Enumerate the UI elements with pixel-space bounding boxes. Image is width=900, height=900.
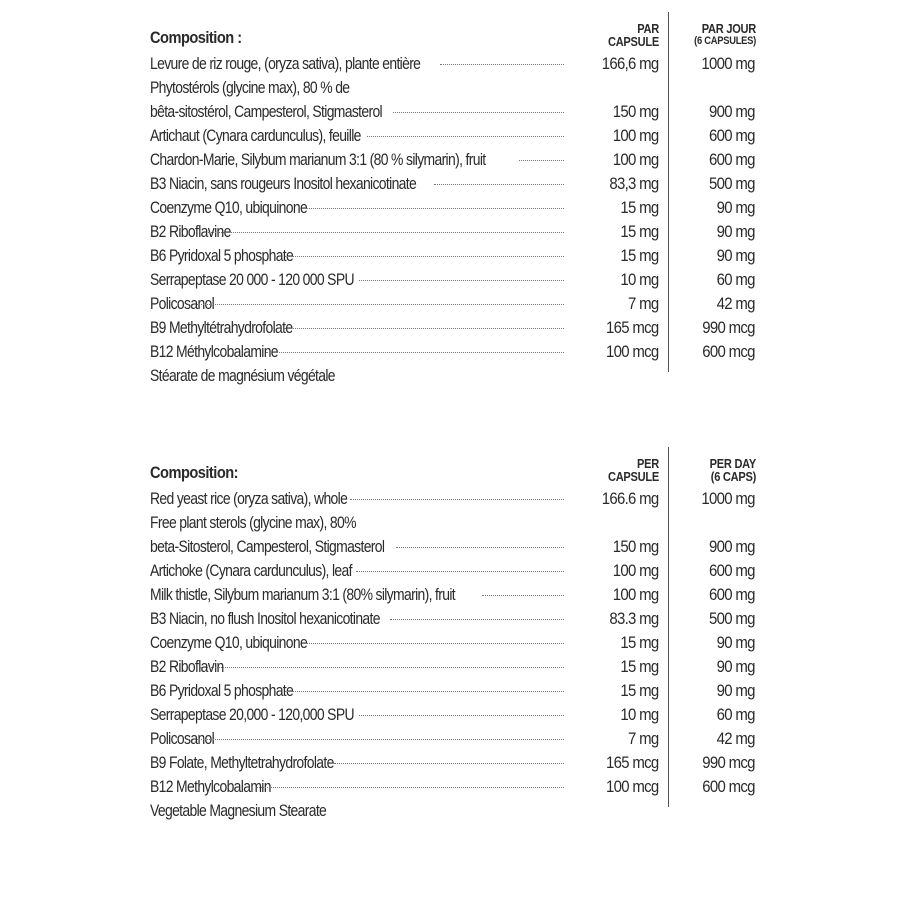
- dot-leader: [519, 160, 564, 161]
- ingredient-label: B9 Folate, Methyltetrahydrofolate: [150, 753, 334, 772]
- column-header-capsule-line2: CAPSULE: [607, 34, 659, 49]
- dot-leader: [482, 595, 564, 596]
- dot-leader: [390, 619, 564, 620]
- dot-leader: [208, 232, 564, 233]
- amount-per-capsule: 15 mg: [620, 633, 659, 652]
- ingredient-label: Policosanol: [150, 294, 215, 313]
- amount-per-capsule: 100 mg: [612, 561, 659, 580]
- ingredient-label: Coenzyme Q10, ubiquinone: [150, 633, 308, 652]
- amount-per-day: 90 mg: [716, 198, 755, 217]
- amount-per-capsule: 165 mcg: [606, 753, 659, 772]
- dot-leader: [356, 571, 564, 572]
- amount-per-capsule: 165 mcg: [606, 318, 659, 337]
- column-header-day-line2: (6 CAPS): [710, 469, 756, 484]
- amount-per-day: 500 mg: [709, 609, 755, 628]
- ingredient-label: Free plant sterols (glycine max), 80%: [150, 513, 356, 532]
- column-header-day-line1: PAR JOUR: [701, 21, 756, 36]
- amount-per-capsule: 150 mg: [612, 537, 659, 556]
- dot-leader: [257, 787, 564, 788]
- ingredient-label: Artichoke (Cynara cardunculus), leaf: [150, 561, 352, 580]
- ingredient-label: B3 Niacin, no flush Inositol hexanicotinate: [150, 609, 380, 628]
- amount-per-day: 990 mcg: [702, 318, 755, 337]
- amount-per-day: 900 mg: [709, 102, 755, 121]
- column-header-day-line2: (6 CAPSULES): [694, 35, 756, 47]
- ingredient-label: B9 Methyltétrahydrofolate: [150, 318, 293, 337]
- amount-per-capsule: 166,6 mg: [601, 54, 659, 73]
- ingredient-label: beta-Sitosterol, Campesterol, Stigmasterol: [150, 537, 385, 556]
- dot-leader: [393, 112, 564, 113]
- dot-leader: [350, 499, 564, 500]
- amount-per-day: 90 mg: [716, 246, 755, 265]
- ingredient-list: [150, 487, 760, 823]
- amount-per-capsule: 100 mcg: [606, 777, 659, 796]
- ingredient-label: Artichaut (Cynara cardunculus), feuille: [150, 126, 361, 145]
- amount-per-capsule: 7 mg: [628, 294, 659, 313]
- dot-leader: [396, 547, 564, 548]
- excipient-label: Vegetable Magnesium Stearate: [150, 801, 327, 820]
- ingredient-label: B6 Pyridoxal 5 phosphate: [150, 246, 294, 265]
- ingredient-label: B2 Riboflavine: [150, 222, 231, 241]
- column-divider: [668, 447, 669, 807]
- amount-per-day: 600 mg: [709, 126, 755, 145]
- amount-per-capsule: 83.3 mg: [609, 609, 659, 628]
- dot-leader: [285, 691, 564, 692]
- amount-per-day: 600 mcg: [702, 342, 755, 361]
- composition-title: Composition :: [150, 28, 242, 47]
- ingredient-label: B2 Riboflavin: [150, 657, 224, 676]
- ingredient-label: Levure de riz rouge, (oryza sativa), plante entière: [150, 54, 421, 73]
- amount-per-capsule: 10 mg: [620, 705, 659, 724]
- ingredient-label: Phytostérols (glycine max), 80 % de: [150, 78, 350, 97]
- amount-per-day: 600 mg: [709, 585, 755, 604]
- ingredient-list: [150, 52, 760, 388]
- amount-per-day: 90 mg: [716, 681, 755, 700]
- ingredient-label: B3 Niacin, sans rougeurs Inositol hexanicotinate: [150, 174, 417, 193]
- ingredient-label: Coenzyme Q10, ubiquinone: [150, 198, 308, 217]
- amount-per-capsule: 100 mcg: [606, 342, 659, 361]
- composition-panel-french: [150, 10, 760, 388]
- amount-per-capsule: 7 mg: [628, 729, 659, 748]
- ingredient-label: Red yeast rice (oryza sativa), whole: [150, 489, 348, 508]
- amount-per-capsule: 15 mg: [620, 657, 659, 676]
- amount-per-capsule: 83,3 mg: [609, 174, 659, 193]
- amount-per-capsule: 15 mg: [620, 681, 659, 700]
- amount-per-day: 600 mg: [709, 150, 755, 169]
- amount-per-day: 90 mg: [716, 222, 755, 241]
- amount-per-day: 42 mg: [716, 729, 755, 748]
- dot-leader: [302, 643, 564, 644]
- dot-leader: [266, 352, 564, 353]
- amount-per-day: 42 mg: [716, 294, 755, 313]
- composition-title: Composition:: [150, 463, 239, 482]
- amount-per-day: 1000 mg: [701, 489, 755, 508]
- column-header-capsule-line2: CAPSULE: [607, 469, 659, 484]
- column-header-capsule-line1: PER: [637, 456, 659, 471]
- column-header-day-line1: PER DAY: [709, 456, 756, 471]
- amount-per-capsule: 100 mg: [612, 150, 659, 169]
- dot-leader: [334, 763, 564, 764]
- column-header-day: [663, 22, 757, 48]
- amount-per-day: 600 mg: [709, 561, 755, 580]
- amount-per-day: 60 mg: [716, 270, 755, 289]
- ingredient-label: Serrapeptase 20,000 - 120,000 SPU: [150, 705, 354, 724]
- amount-per-day: 990 mcg: [702, 753, 755, 772]
- dot-leader: [440, 64, 564, 65]
- ingredient-label: B12 Méthylcobalamine: [150, 342, 278, 361]
- dot-leader: [302, 208, 564, 209]
- amount-per-capsule: 100 mg: [612, 585, 659, 604]
- dot-leader: [188, 304, 564, 305]
- dot-leader: [200, 667, 564, 668]
- amount-per-day: 90 mg: [716, 657, 755, 676]
- excipient-label: Stéarate de magnésium végétale: [150, 366, 335, 385]
- ingredient-label: Policosanol: [150, 729, 215, 748]
- column-header-capsule: [557, 457, 659, 483]
- amount-per-day: 60 mg: [716, 705, 755, 724]
- dot-leader: [359, 280, 564, 281]
- ingredient-label: B12 Methylcobalamin: [150, 777, 271, 796]
- amount-per-capsule: 15 mg: [620, 198, 659, 217]
- ingredient-label: Serrapeptase 20 000 - 120 000 SPU: [150, 270, 354, 289]
- column-divider: [668, 12, 669, 372]
- ingredient-label: B6 Pyridoxal 5 phosphate: [150, 681, 294, 700]
- amount-per-capsule: 166.6 mg: [601, 489, 659, 508]
- dot-leader: [284, 328, 564, 329]
- dot-leader: [434, 184, 564, 185]
- ingredient-label: bêta-sitostérol, Campesterol, Stigmasterol: [150, 102, 382, 121]
- amount-per-capsule: 100 mg: [612, 126, 659, 145]
- amount-per-capsule: 15 mg: [620, 246, 659, 265]
- ingredient-label: Chardon-Marie, Silybum marianum 3:1 (80 % silymarin), fruit: [150, 150, 486, 169]
- composition-panel-english: [150, 445, 760, 823]
- dot-leader: [359, 715, 564, 716]
- column-header-capsule-line1: PAR: [637, 21, 659, 36]
- amount-per-capsule: 150 mg: [612, 102, 659, 121]
- dot-leader: [188, 739, 564, 740]
- ingredient-label: Milk thistle, Silybum marianum 3:1 (80% silymarin), fruit: [150, 585, 456, 604]
- dot-leader: [285, 256, 564, 257]
- column-header-day: [663, 457, 757, 483]
- amount-per-capsule: 15 mg: [620, 222, 659, 241]
- amount-per-capsule: 10 mg: [620, 270, 659, 289]
- amount-per-day: 500 mg: [709, 174, 755, 193]
- amount-per-day: 90 mg: [716, 633, 755, 652]
- amount-per-day: 1000 mg: [701, 54, 755, 73]
- dot-leader: [367, 136, 564, 137]
- amount-per-day: 600 mcg: [702, 777, 755, 796]
- column-header-capsule: [557, 22, 659, 48]
- amount-per-day: 900 mg: [709, 537, 755, 556]
